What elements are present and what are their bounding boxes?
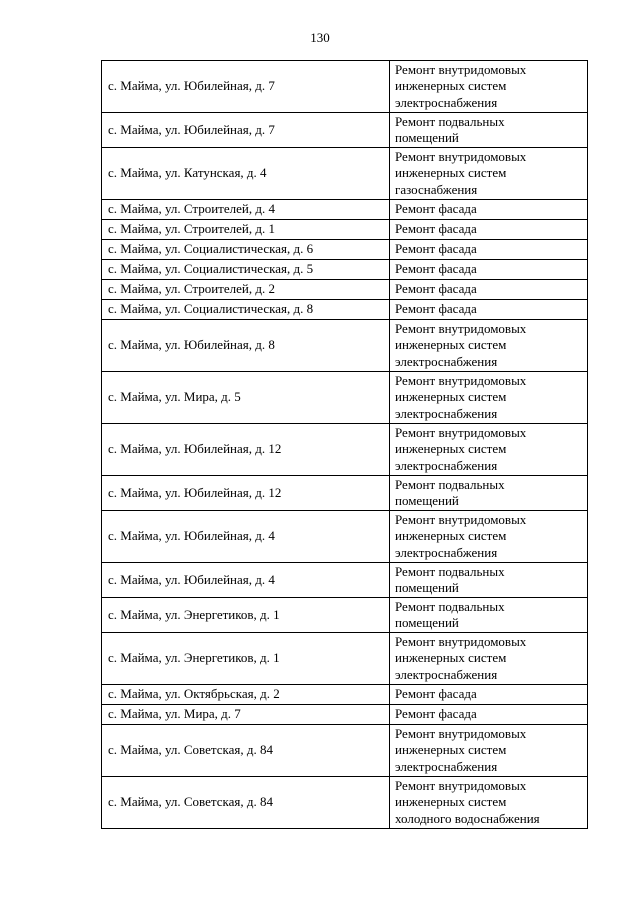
address-cell: с. Майма, ул. Юбилейная, д. 7 xyxy=(102,61,390,113)
work-type-cell: Ремонт внутридомовых инженерных систем электроснабжения xyxy=(390,372,588,424)
work-type-cell: Ремонт подвальных помещений xyxy=(390,476,588,511)
table-row xyxy=(102,200,588,220)
work-type-cell: Ремонт фасада xyxy=(390,280,588,300)
page-number: 130 xyxy=(310,30,330,45)
table-row xyxy=(102,260,588,280)
table-row xyxy=(102,563,588,598)
address-cell: с. Майма, ул. Мира, д. 5 xyxy=(102,372,390,424)
address-cell: с. Майма, ул. Энергетиков, д. 1 xyxy=(102,633,390,685)
address-cell: с. Майма, ул. Юбилейная, д. 12 xyxy=(102,476,390,511)
table-row xyxy=(102,148,588,200)
work-type-cell: Ремонт внутридомовых инженерных систем электроснабжения xyxy=(390,320,588,372)
table-row xyxy=(102,777,588,829)
address-cell: с. Майма, ул. Строителей, д. 4 xyxy=(102,200,390,220)
work-type-cell: Ремонт внутридомовых инженерных систем газоснабжения xyxy=(390,148,588,200)
address-cell: с. Майма, ул. Социалистическая, д. 6 xyxy=(102,240,390,260)
table-row xyxy=(102,685,588,705)
table-row xyxy=(102,424,588,476)
work-type-cell: Ремонт подвальных помещений xyxy=(390,563,588,598)
address-cell: с. Майма, ул. Строителей, д. 1 xyxy=(102,220,390,240)
work-type-cell: Ремонт фасада xyxy=(390,220,588,240)
work-type-cell: Ремонт фасада xyxy=(390,685,588,705)
address-cell: с. Майма, ул. Мира, д. 7 xyxy=(102,705,390,725)
address-cell: с. Майма, ул. Юбилейная, д. 12 xyxy=(102,424,390,476)
address-cell: с. Майма, ул. Катунская, д. 4 xyxy=(102,148,390,200)
table-row xyxy=(102,220,588,240)
address-cell: с. Майма, ул. Строителей, д. 2 xyxy=(102,280,390,300)
table-body xyxy=(102,61,588,829)
table-row xyxy=(102,372,588,424)
table-row xyxy=(102,61,588,113)
work-type-cell: Ремонт внутридомовых инженерных систем электроснабжения xyxy=(390,511,588,563)
address-cell: с. Майма, ул. Социалистическая, д. 5 xyxy=(102,260,390,280)
table-row xyxy=(102,280,588,300)
address-cell: с. Майма, ул. Социалистическая, д. 8 xyxy=(102,300,390,320)
address-cell: с. Майма, ул. Юбилейная, д. 7 xyxy=(102,113,390,148)
work-type-cell: Ремонт фасада xyxy=(390,240,588,260)
table-row xyxy=(102,476,588,511)
work-type-cell: Ремонт подвальных помещений xyxy=(390,598,588,633)
work-type-cell: Ремонт фасада xyxy=(390,300,588,320)
table-row xyxy=(102,598,588,633)
table-row xyxy=(102,300,588,320)
address-cell: с. Майма, ул. Юбилейная, д. 8 xyxy=(102,320,390,372)
table-row xyxy=(102,705,588,725)
address-cell: с. Майма, ул. Советская, д. 84 xyxy=(102,777,390,829)
work-type-cell: Ремонт внутридомовых инженерных систем электроснабжения xyxy=(390,61,588,113)
work-type-cell: Ремонт фасада xyxy=(390,200,588,220)
repair-works-table xyxy=(101,60,588,829)
work-type-cell: Ремонт фасада xyxy=(390,705,588,725)
table-row xyxy=(102,511,588,563)
address-cell: с. Майма, ул. Юбилейная, д. 4 xyxy=(102,511,390,563)
table-row xyxy=(102,240,588,260)
table-row xyxy=(102,320,588,372)
work-type-cell: Ремонт фасада xyxy=(390,260,588,280)
work-type-cell: Ремонт внутридомовых инженерных систем холодного водоснабжения xyxy=(390,777,588,829)
address-cell: с. Майма, ул. Энергетиков, д. 1 xyxy=(102,598,390,633)
table-row xyxy=(102,725,588,777)
table-row xyxy=(102,113,588,148)
table-row xyxy=(102,633,588,685)
work-type-cell: Ремонт внутридомовых инженерных систем электроснабжения xyxy=(390,725,588,777)
address-cell: с. Майма, ул. Советская, д. 84 xyxy=(102,725,390,777)
work-type-cell: Ремонт подвальных помещений xyxy=(390,113,588,148)
address-cell: с. Майма, ул. Юбилейная, д. 4 xyxy=(102,563,390,598)
address-cell: с. Майма, ул. Октябрьская, д. 2 xyxy=(102,685,390,705)
work-type-cell: Ремонт внутридомовых инженерных систем электроснабжения xyxy=(390,633,588,685)
work-type-cell: Ремонт внутридомовых инженерных систем электроснабжения xyxy=(390,424,588,476)
